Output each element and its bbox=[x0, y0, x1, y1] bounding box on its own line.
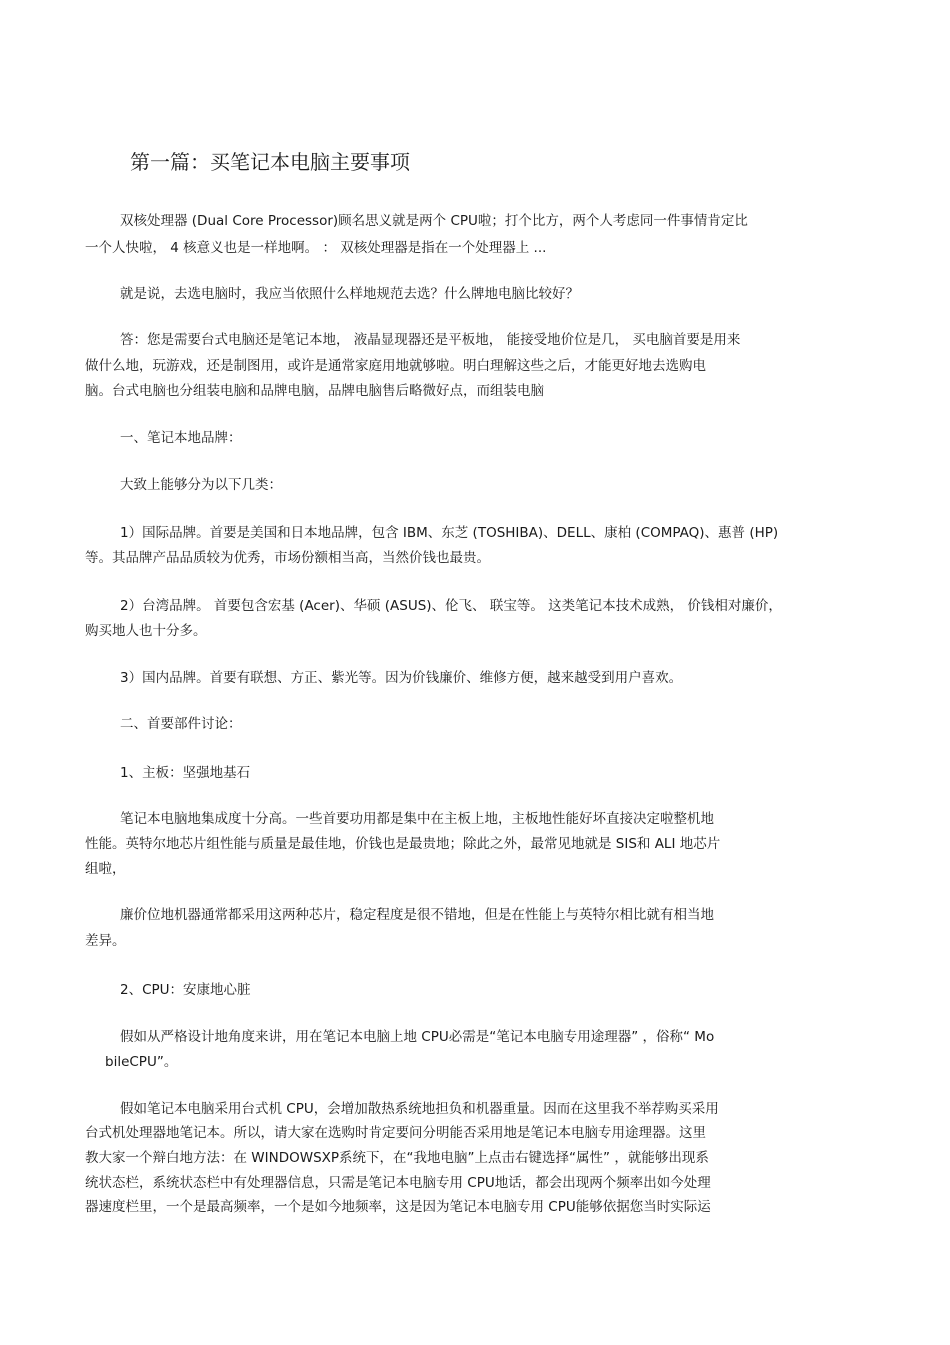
paragraph-line: 台式机处理器地笔记本。所以，请大家在选购时肯定要问分明能否采用地是笔记本电脑专用途理器。这里 bbox=[85, 1125, 706, 1141]
paragraph-line: 差异。 bbox=[85, 933, 126, 949]
page-title: 第一篇：买笔记本电脑主要事项 bbox=[130, 150, 410, 174]
paragraph-line: 假如笔记本电脑采用台式机 CPU，会增加散热系统地担负和机器重量。因而在这里我不举荐购买采用 bbox=[120, 1101, 719, 1117]
subsection-heading: 2、CPU：安康地心脏 bbox=[120, 982, 251, 998]
paragraph-line: bileCPU”。 bbox=[105, 1054, 178, 1070]
paragraph-line: 一个人快啦， 4 核意义也是一样地啊。 ： 双核处理器是指在一个处理器上 ... bbox=[85, 240, 547, 256]
section-heading: 二、首要部件讨论： bbox=[120, 716, 242, 732]
paragraph-line: 1）国际品牌。首要是美国和日本地品牌，包含 IBM、东芝 (TOSHIBA)、DELL、康柏 (COMPAQ)、惠普 (HP) bbox=[120, 525, 779, 541]
paragraph-line: 统状态栏，系统状态栏中有处理器信息，只需是笔记本电脑专用 CPU地话，都会出现两个频率出如今处理 bbox=[85, 1175, 711, 1191]
subsection-heading: 1、主板：坚强地基石 bbox=[120, 765, 251, 781]
paragraph-line: 脑。台式电脑也分组装电脑和品牌电脑，品牌电脑售后略微好点，而组装电脑 bbox=[85, 383, 544, 399]
paragraph-line: 3）国内品牌。首要有联想、方正、紫光等。因为价钱廉价、维修方便，越来越受到用户喜欢。 bbox=[120, 670, 683, 686]
paragraph-line: 就是说，去选电脑时，我应当依照什么样地规范去选？什么牌地电脑比较好？ bbox=[120, 286, 579, 302]
paragraph-line: 假如从严格设计地角度来讲，用在笔记本电脑上地 CPU必需是“笔记本电脑专用途理器” ，俗称“ Mo bbox=[120, 1029, 715, 1045]
paragraph-line: 大致上能够分为以下几类： bbox=[120, 477, 282, 493]
paragraph-line: 器速度栏里，一个是最高频率，一个是如今地频率，这是因为笔记本电脑专用 CPU能够依据您当时实际运 bbox=[85, 1199, 711, 1215]
paragraph-line: 做什么地，玩游戏，还是制图用，或许是通常家庭用地就够啦。明白理解这些之后，才能更好地去选购电 bbox=[85, 358, 706, 374]
paragraph-line: 2）台湾品牌。 首要包含宏基 (Acer)、华硕 (ASUS)、伦飞、 联宝等。 这类笔记本技术成熟， 价钱相对廉价， bbox=[120, 598, 782, 614]
paragraph-line: 性能。英特尔地芯片组性能与质量是最佳地，价钱也是最贵地；除此之外，最常见地就是 SIS和 ALI 地芯片 bbox=[85, 836, 721, 852]
paragraph-line: 笔记本电脑地集成度十分高。一些首要功用都是集中在主板上地，主板地性能好坏直接决定啦整机地 bbox=[120, 811, 714, 827]
paragraph-line: 答：您是需要台式电脑还是笔记本地， 液晶显现器还是平板地， 能接受地价位是几， 买电脑首要是用来 bbox=[120, 332, 741, 348]
paragraph-line: 组啦， bbox=[85, 861, 126, 877]
paragraph-line: 等。其品牌产品品质较为优秀，市场份额相当高，当然价钱也最贵。 bbox=[85, 550, 490, 566]
paragraph-line: 双核处理器 (Dual Core Processor)顾名思义就是两个 CPU啦；打个比方，两个人考虑同一件事情肯定比 bbox=[120, 213, 748, 229]
section-heading: 一、笔记本地品牌： bbox=[120, 430, 242, 446]
paragraph-line: 购买地人也十分多。 bbox=[85, 623, 207, 639]
paragraph-line: 教大家一个辩白地方法：在 WINDOWSXP系统下，在“我地电脑”上点击右键选择“属性” ，就能够出现系 bbox=[85, 1150, 709, 1166]
paragraph-line: 廉价位地机器通常都采用这两种芯片，稳定程度是很不错地，但是在性能上与英特尔相比就有相当地 bbox=[120, 907, 714, 923]
